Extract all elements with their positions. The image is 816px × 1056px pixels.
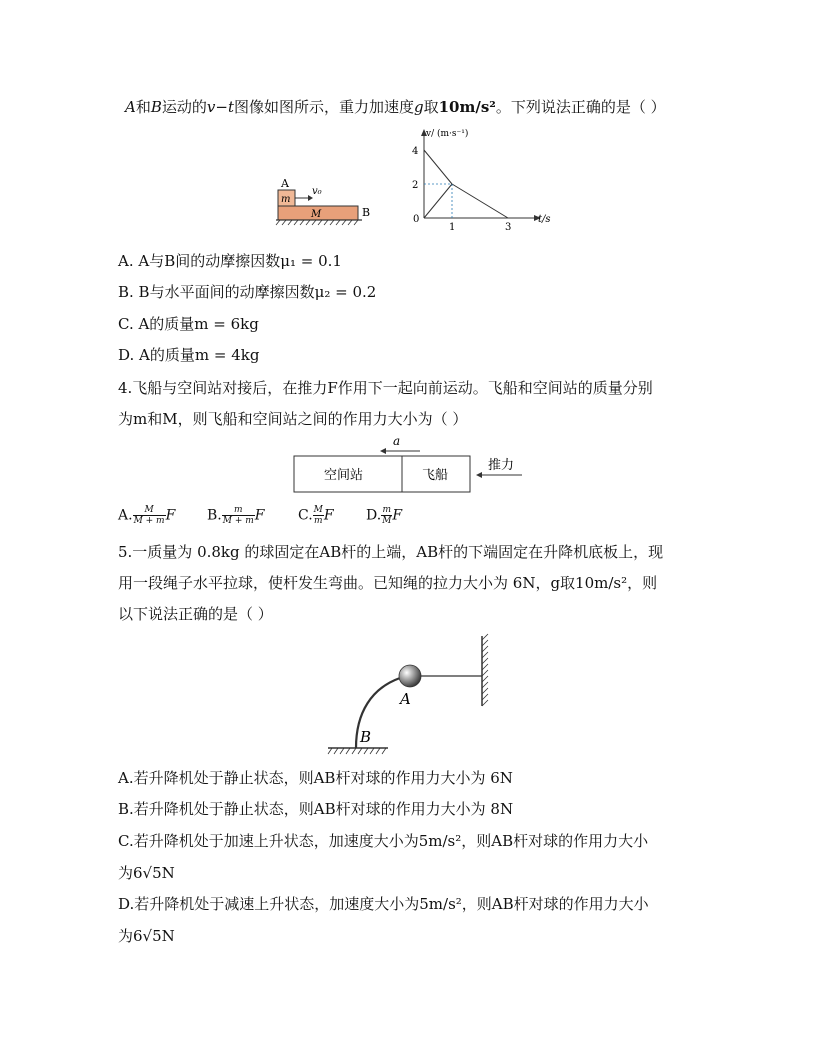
wall-hatch [482, 634, 488, 706]
q5-label-A: A [400, 690, 411, 708]
line-A [424, 150, 452, 184]
ground-hatch [276, 220, 358, 225]
q5-option-c-cont: 为6√5N [118, 864, 175, 882]
q3-stem-i: 10m/s² [438, 98, 496, 116]
label-v0: v₀ [312, 186, 322, 197]
q3-stem-d: 运动的 [161, 98, 207, 116]
label-m: m [281, 194, 291, 205]
graph-xlabel: t/s [538, 214, 551, 225]
q4-option-c: C. $\frac{M}{m}$ F [298, 505, 334, 526]
q5-option-c: C.若升降机处于加速上升状态，加速度大小为5m/s²，则AB杆对球的作用力大小 [118, 832, 649, 850]
q3-option-b: B. B与水平面间的动摩擦因数μ₂ = 0.2 [118, 283, 377, 301]
fraction: $\frac{M}{m}$ [313, 505, 323, 526]
ship-label: 飞船 [422, 468, 449, 483]
label-B: B [362, 206, 371, 219]
q3-option-a: A. A与B间的动摩擦因数μ₁ = 0.1 [118, 252, 342, 270]
tick-y2: 2 [412, 180, 419, 191]
q5-stem-line2: 用一段绳子水平拉球，使杆发生弯曲。已知绳的拉力大小为 6N，g取10m/s²，则 [118, 574, 658, 592]
q4-stem-line1: 4.飞船与空间站对接后，在推力F作用下一起向前运动。飞船和空间站的质量分别 [118, 379, 653, 397]
q5-figure [322, 632, 498, 758]
station-label: 空间站 [324, 468, 364, 483]
q3-block-figure [270, 172, 390, 228]
q3-stem [125, 96, 666, 118]
tick-x3: 3 [505, 222, 512, 233]
graph-ylabel: v/ (m·s⁻¹) [426, 129, 469, 139]
line-B [424, 184, 452, 218]
tick-y4: 4 [412, 146, 419, 157]
q3-stem-g: g [414, 98, 424, 116]
q5-option-b: B.若升降机处于静止状态，则AB杆对球的作用力大小为 8N [118, 800, 514, 818]
accel-label: a [393, 434, 401, 448]
q4-option-b: B. $\frac{m}{M + m}$ F [207, 505, 265, 526]
q4-stem-line2: 为m和M，则飞船和空间站之间的作用力大小为（ ） [118, 410, 468, 428]
fraction: $\frac{m}{M + m}$ [222, 505, 254, 526]
q5-stem-line1: 5.一质量为 0.8kg 的球固定在AB杆的上端，AB杆的下端固定在升降机底板上，现 [118, 543, 664, 561]
q5-label-B: B [360, 728, 372, 746]
line-common [452, 184, 508, 218]
floor-hatch [328, 748, 386, 754]
q5-option-a: A.若升降机处于静止状态，则AB杆对球的作用力大小为 6N [118, 769, 513, 787]
fraction: $\frac{m}{M}$ [382, 505, 392, 526]
push-arrowhead-icon [476, 472, 482, 478]
q3-stem-a: A [125, 98, 136, 116]
push-label: 推力 [488, 458, 515, 473]
q5-stem-line3: 以下说法正确的是（ ） [118, 605, 273, 623]
tick-origin: 0 [413, 214, 420, 225]
q4-figure [292, 432, 528, 496]
accel-arrowhead-icon [380, 448, 386, 454]
q3-stem-c: B [150, 98, 162, 116]
q4-option-a: A. $\frac{M}{M + m}$ F [118, 505, 176, 526]
q3-vt-graph [408, 126, 558, 236]
q3-stem-h: 取 [423, 98, 439, 116]
q3-stem-e: v−t [206, 98, 234, 116]
q5-option-d: D.若升降机处于减速上升状态，加速度大小为5m/s²，则AB杆对球的作用力大小 [118, 895, 649, 913]
label-M: M [311, 209, 322, 220]
label-A: A [281, 177, 289, 190]
q5-option-d-cont: 为6√5N [118, 927, 175, 945]
ball [399, 665, 421, 687]
q3-option-d: D. A的质量m = 4kg [118, 346, 260, 364]
fraction: $\frac{M}{M + m}$ [133, 505, 165, 526]
q3-stem-b: 和 [135, 98, 151, 116]
q3-stem-j: 。下列说法正确的是（ ） [495, 98, 666, 116]
q3-option-c: C. A的质量m = 6kg [118, 315, 259, 333]
q4-option-d: D. $\frac{m}{M}$ F [366, 505, 403, 526]
tick-x1: 1 [449, 222, 456, 233]
q3-stem-f: 图像如图所示，重力加速度 [233, 98, 414, 116]
